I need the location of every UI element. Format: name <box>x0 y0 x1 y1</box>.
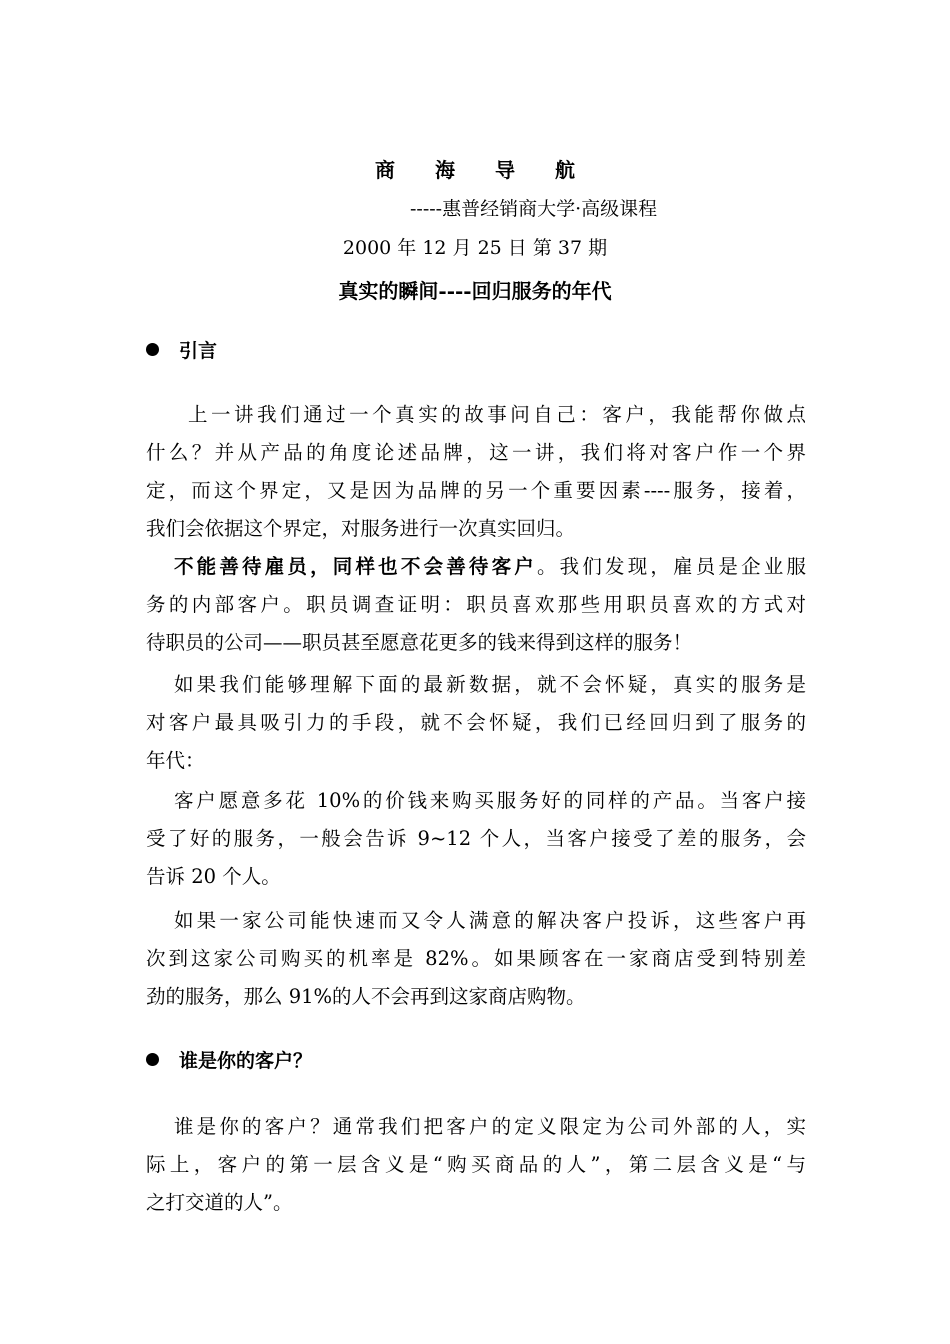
paragraph-line: 年代： <box>146 749 205 772</box>
paragraph <box>146 902 806 1016</box>
article-title: 真实的瞬间----回归服务的年代 <box>338 279 612 303</box>
paragraph-line: 务的内部客户。职员调查证明：职员喜欢那些用职员喜欢的方式对 <box>146 593 806 616</box>
bullet-icon <box>146 1053 159 1066</box>
paragraph <box>146 782 806 896</box>
paragraph-line: 如果我们能够理解下面的最新数据，就不会怀疑，真实的服务是 <box>174 673 806 696</box>
paragraph-line <box>146 548 806 586</box>
section-heading-label: 谁是你的客户？ <box>179 1050 313 1072</box>
bullet-icon <box>146 343 159 356</box>
paragraph-line: 受了好的服务，一般会告诉 9~12 个人，当客户接受了差的服务，会 <box>146 827 806 850</box>
paragraph-line: 上一讲我们通过一个真实的故事问自己：客户，我能帮你做点 <box>165 403 806 426</box>
bold-lead: 不能善待雇员，同样也不会善待客户 <box>174 555 537 578</box>
paragraph-line: 谁是你的客户？通常我们把客户的定义限定为公司外部的人，实 <box>174 1115 806 1138</box>
section-heading-customer <box>146 1046 312 1073</box>
section-heading-label: 引言 <box>179 340 218 362</box>
paragraph-line: 我们会依据这个界定，对服务进行一次真实回归。 <box>146 517 576 540</box>
paragraph-line: 之打交道的人”。 <box>146 1191 293 1214</box>
paragraph <box>146 548 806 662</box>
paragraph-text: 。我们发现，雇员是企业服 <box>536 555 806 578</box>
section-heading-intro <box>146 336 217 363</box>
paragraph-line: 告诉 20 个人。 <box>146 865 281 888</box>
issue-date: 2000 年 12 月 25 日 第 37 期 <box>342 237 608 259</box>
paragraph-line: 待职员的公司——职员甚至愿意花更多的钱来得到这样的服务！ <box>146 631 693 654</box>
paragraph <box>146 666 806 780</box>
paragraph-line: 对客户最具吸引力的手段，就不会怀疑，我们已经回归到了服务的 <box>146 711 806 734</box>
paragraph <box>146 1108 806 1222</box>
paragraph-line: 劲的服务，那么 91%的人不会再到这家商店购物。 <box>146 985 586 1008</box>
paragraph-line: 定，而这个界定，又是因为品牌的另一个重要因素----服务，接着， <box>146 479 806 502</box>
paragraph-line: 次到这家公司购买的机率是 82%。如果顾客在一家商店受到特别差 <box>146 947 806 970</box>
newsletter-title: 商 海 导 航 <box>375 158 575 182</box>
paragraph-line: 客户愿意多花 10%的价钱来购买服务好的同样的产品。当客户接 <box>174 789 806 812</box>
paragraph-line: 际上，客户的第一层含义是“购买商品的人”，第二层含义是“与 <box>146 1153 806 1176</box>
newsletter-subtitle: -----惠普经销商大学·高级课程 <box>410 198 658 220</box>
paragraph <box>146 396 806 548</box>
paragraph-line: 如果一家公司能快速而又令人满意的解决客户投诉，这些客户再 <box>174 909 806 932</box>
paragraph-line: 什么？并从产品的角度论述品牌，这一讲，我们将对客户作一个界 <box>146 441 806 464</box>
